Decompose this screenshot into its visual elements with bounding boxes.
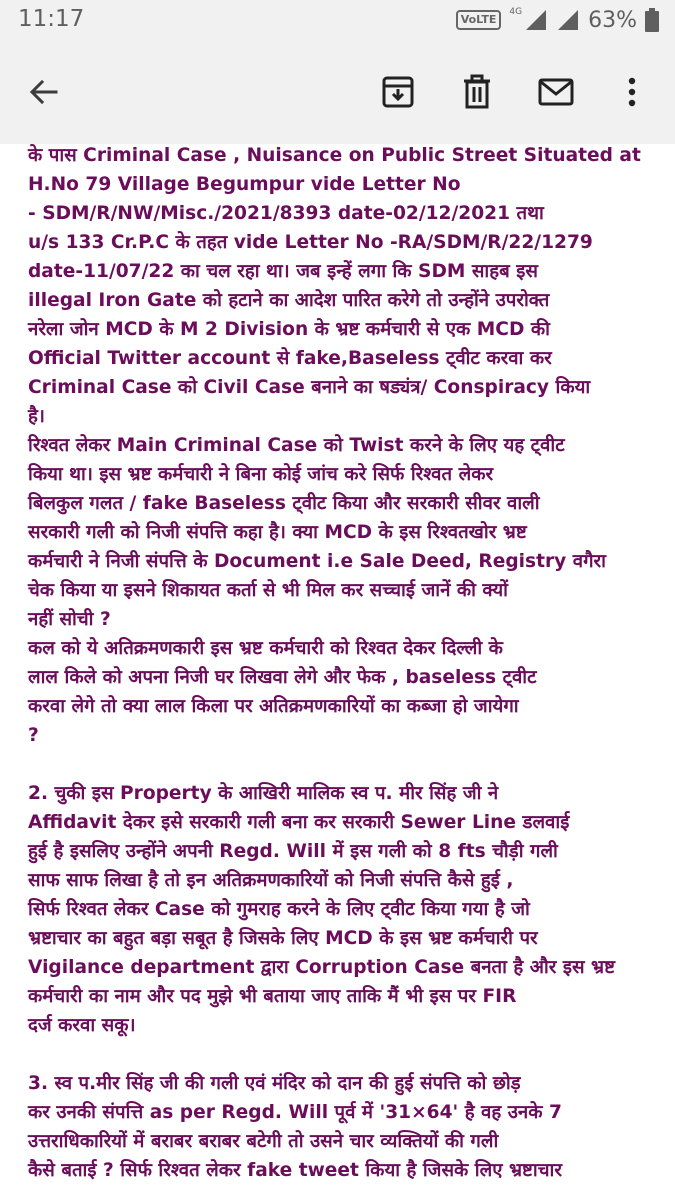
paragraph-spacer	[28, 1040, 658, 1069]
mail-icon[interactable]	[538, 74, 574, 110]
body-text-line: उत्तराधिकारियों में बराबर बराबर बटेगी तो उसने चार व्यक्तियों की गली	[28, 1131, 499, 1152]
delete-icon[interactable]	[459, 74, 495, 110]
body-text-line: है।	[28, 406, 45, 427]
paragraph-spacer	[28, 750, 658, 779]
archive-icon[interactable]	[380, 74, 416, 110]
back-arrow-icon[interactable]	[26, 74, 62, 110]
status-time: 11:17	[18, 6, 85, 32]
body-text-line: भ्रष्टाचार का बहुत बड़ा सबूत है जिसके लिए MCD के इस भ्रष्ट कर्मचारी पर	[28, 928, 538, 949]
status-icons	[456, 6, 659, 34]
body-text-line: - SDM/R/NW/Misc./2021/8393 date-02/12/2021 तथा	[28, 203, 544, 224]
body-text-line: किया था। इस भ्रष्ट कर्मचारी ने बिना कोई जांच करे सिर्फ रिश्वत लेकर	[28, 464, 494, 485]
volte-icon: VoLTE	[456, 10, 502, 30]
body-text-line: Official Twitter account से fake,Baseless ट्वीट करवा कर	[28, 348, 552, 369]
body-text-line: Criminal Case को Civil Case बनाने का षड्यंत्र/ Conspiracy किया	[28, 377, 591, 398]
body-text-line: 3. स्व प.मीर सिंह जी की गली एवं मंदिर को दान की हुई संपत्ति को छोड़	[28, 1073, 521, 1094]
more-vert-icon[interactable]	[614, 74, 650, 110]
body-text-line: कल को ये अतिक्रमणकारी इस भ्रष्ट कर्मचारी को रिश्वत देकर दिल्ली के	[28, 638, 503, 659]
body-text-line: सरकारी गली को निजी संपत्ति कहा है। क्या MCD के इस रिश्वतखोर भ्रष्ट	[28, 522, 527, 543]
body-text-line: चेक किया या इसने शिकायत कर्ता से भी मिल कर सच्चाई जानें की क्यों	[28, 580, 508, 601]
body-text-line: करवा लेगे तो क्या लाल किला पर अतिक्रमणकारियों का कब्जा हो जायेगा	[28, 696, 519, 717]
body-text-line: नहीं सोची ?	[28, 609, 111, 630]
email-body	[28, 141, 658, 1185]
signal-icon	[524, 9, 548, 31]
body-text-line: कर्मचारी ने निजी संपत्ति के Document i.e Sale Deed, Registry वगैरा	[28, 551, 606, 572]
body-text-line: साफ साफ लिखा है तो इन अतिक्रमणकारियों को निजी संपत्ति कैसे हुई ,	[28, 870, 514, 891]
body-text-line: कैसे बताई ? सिर्फ रिश्वत लेकर fake tweet किया है जिसके लिए भ्रष्टाचार	[28, 1160, 562, 1181]
body-text-line: कर्मचारी का नाम और पद मुझे भी बताया जाए ताकि मैं भी इस पर FIR	[28, 986, 517, 1007]
body-text-line: के पास Criminal Case , Nuisance on Public Street Situated at	[28, 145, 641, 166]
body-text-line: ?	[28, 725, 39, 746]
network-type-label: 4G	[509, 7, 523, 17]
body-text-line: Vigilance department द्वारा Corruption Case बनता है और इस भ्रष्ट	[28, 957, 615, 978]
body-text-line: u/s 133 Cr.P.C के तहत vide Letter No -RA/SDM/R/22/1279	[28, 232, 593, 253]
body-text-line: दर्ज करवा सकू।	[28, 1015, 136, 1036]
body-text-line: illegal Iron Gate को हटाने का आदेश पारित करेगे तो उन्होंने उपरोक्त	[28, 290, 550, 311]
battery-percent: 63%	[588, 7, 637, 33]
battery-icon	[645, 8, 659, 32]
body-text-line: लाल किले को अपना निजी घर लिखवा लेगे और फेक , baseless ट्वीट	[28, 667, 537, 688]
body-text-line: 2. चुकी इस Property के आखिरी मालिक स्व प. मीर सिंह जी ने	[28, 783, 499, 804]
body-text-line: Affidavit देकर इसे सरकारी गली बना कर सरकारी Sewer Line डलवाई	[28, 812, 570, 833]
body-text-line: बिलकुल गलत / fake Baseless ट्वीट किया और सरकारी सीवर वाली	[28, 493, 540, 514]
body-text-line: नरेला जोन MCD के M 2 Division के भ्रष्ट कर्मचारी से एक MCD की	[28, 319, 550, 340]
body-text-line: H.No 79 Village Begumpur vide Letter No	[28, 174, 461, 195]
body-text-line: रिश्वत लेकर Main Criminal Case को Twist करने के लिए यह ट्वीट	[28, 435, 565, 456]
body-text-line: हुई है इसलिए उन्होंने अपनी Regd. Will में इस गली को 8 fts चौड़ी गली	[28, 841, 558, 862]
signal-2-icon	[556, 9, 580, 31]
status-bar	[0, 0, 675, 40]
body-text-line: date-11/07/22 का चल रहा था। जब इन्हें लगा कि SDM साहब इस	[28, 261, 538, 282]
body-text-line: कर उनकी संपत्ति as per Regd. Will पूर्व में '31×64' है वह उनके 7	[28, 1102, 562, 1123]
app-toolbar	[0, 40, 675, 144]
body-text-line: सिर्फ रिश्वत लेकर Case को गुमराह करने के लिए ट्वीट किया गया है जो	[28, 899, 530, 920]
